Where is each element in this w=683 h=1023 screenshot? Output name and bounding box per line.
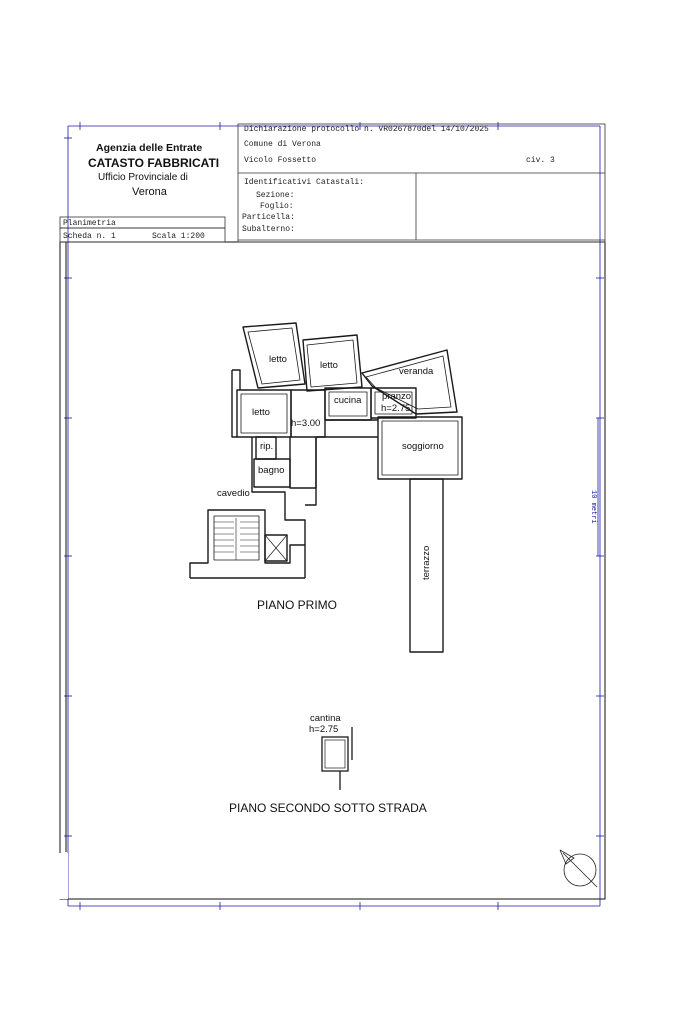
indirizzo-line: Vicolo Fossetto — [244, 156, 317, 165]
comune-line: Comune di Verona — [244, 140, 321, 149]
dichiarazione-line: Dichiarazione protocollo n. VR0267870del 14/10/2025 — [244, 125, 489, 134]
room-label-terrazzo: terrazzo — [421, 545, 432, 580]
particella-label: Particella: — [242, 213, 295, 222]
room-label-cucina: cucina — [334, 395, 362, 406]
civico-line: civ. 3 — [526, 156, 555, 165]
planimetria-label: Planimetria — [63, 219, 116, 228]
room-label-cantina: cantina — [310, 713, 341, 724]
room-label-pranzo: pranzo — [382, 391, 412, 402]
scheda-label: Scheda n. 1 — [63, 232, 116, 241]
room-label-letto-2: letto — [320, 360, 338, 371]
room-height-corridoio: h=3.00 — [291, 418, 321, 429]
identificativi-label: Identificativi Catastali: — [244, 178, 365, 187]
cantina-walls — [322, 727, 352, 790]
floor-title-primo: PIANO PRIMO — [257, 598, 338, 612]
north-arrow-icon — [560, 850, 597, 887]
room-height-pranzo: h=2.75 — [381, 403, 411, 414]
room-label-bagno: bagno — [258, 465, 285, 476]
room-label-veranda: veranda — [399, 366, 434, 377]
ufficio-label: Ufficio Provinciale di — [98, 172, 188, 183]
agency-name: Agenzia delle Entrate — [96, 142, 203, 154]
room-height-cantina: h=2.75 — [309, 724, 339, 735]
scale-bar-label: 10 metri — [589, 490, 597, 524]
scala-label: Scala 1:200 — [152, 232, 205, 241]
subalterno-label: Subalterno: — [242, 225, 295, 234]
room-label-letto-3: letto — [252, 407, 270, 418]
outer-frame — [68, 126, 600, 906]
room-label-letto-1: letto — [269, 354, 287, 365]
floor-title-secondo: PIANO SECONDO SOTTO STRADA — [229, 801, 427, 815]
room-label-soggiorno: soggiorno — [402, 441, 444, 452]
catasto-title: CATASTO FABBRICATI — [88, 156, 220, 170]
foglio-label: Foglio: — [260, 202, 294, 211]
sezione-label: Sezione: — [256, 191, 295, 200]
room-label-cavedio: cavedio — [217, 488, 250, 499]
stair-treads — [214, 518, 259, 560]
room-label-rip: rip. — [260, 441, 274, 452]
ufficio-city: Verona — [132, 186, 167, 198]
